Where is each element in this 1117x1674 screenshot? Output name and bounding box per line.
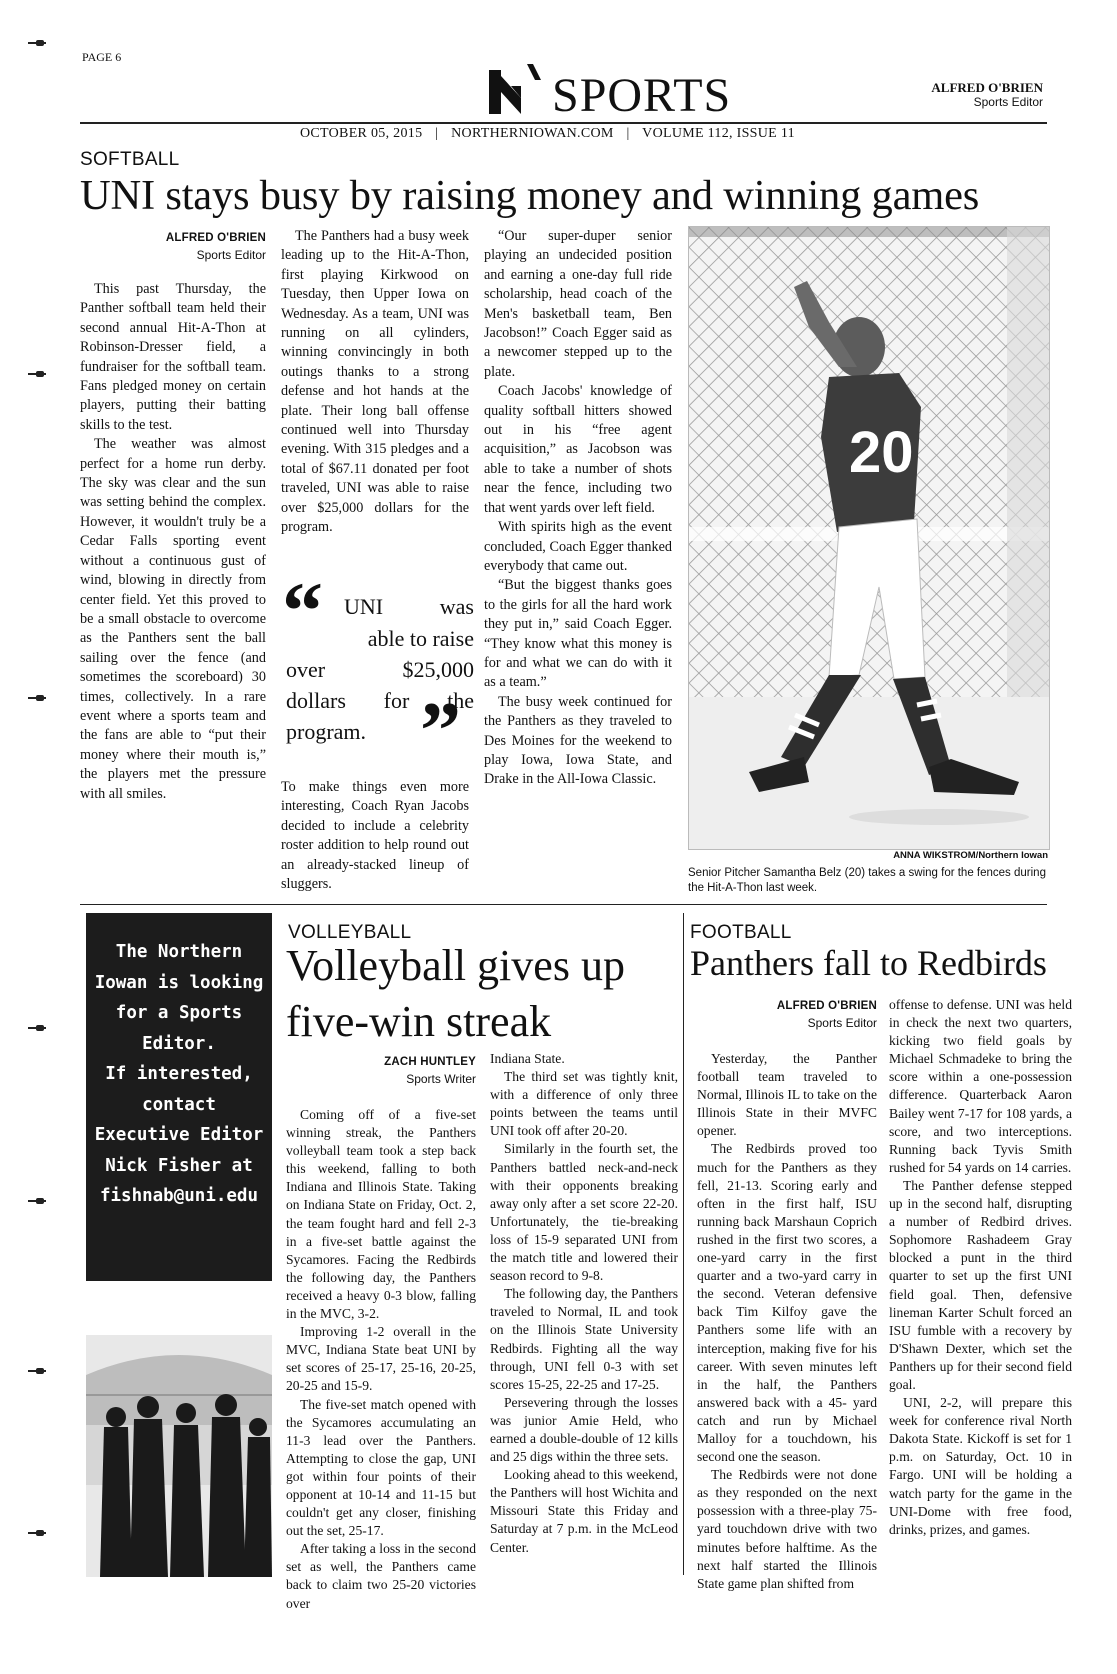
- photo-credit: ANNA WIKSTROM/Northern Iowan: [893, 850, 1048, 861]
- section-title: SPORTS: [552, 69, 732, 122]
- paragraph: To make things even more interesting, Coach Ryan Jacobs decided to include a celebrity roster addition to help round out an already-stacked lineup of sluggers.: [281, 779, 469, 893]
- issue-date: OCTOBER 05, 2015: [300, 126, 423, 141]
- photo-caption: Senior Pitcher Samantha Belz (20) takes a swing for the fences during the Hit-A-Thon last week.: [688, 867, 1046, 894]
- paragraph: offense to defense. UNI was held in check the next two quarters, kicking two field goals by Michael Schmadeke to bring the score within a one-possession difference. Quarterback Aaron Bailey went 7-17 for 108 yards, a score, and two interceptions. Running back Tyvis Smith rushed for 54 yards on 14 carries.: [889, 997, 1072, 1175]
- pull-quote: [282, 565, 474, 776]
- paragraph: With spirits high as the event concluded, Coach Egger thanked everybody that came out.: [484, 519, 672, 574]
- paragraph: Coach Jacobs' knowledge of quality softball hitters showed out in his “free agent acquisition,” as Jacobson was able to take a number of shots near the fence, including two that went yards over left field.: [484, 383, 672, 516]
- ad-line: Editor.: [142, 1033, 216, 1054]
- quote-line: dollars for the: [286, 688, 474, 713]
- volleyball-headline-line: five-win streak: [286, 997, 552, 1046]
- quote-line: able to raise: [367, 626, 474, 651]
- paragraph: The five-set match opened with the Sycamores accumulating an 11-3 lead over the Panthers. Attempting to close the gap, UNI got within four points of their opponent at 10-14 and 11-15 but couldn't get any closer, finishing out the set, 25-17.: [286, 1396, 476, 1539]
- softball-author-role: Sports Editor: [196, 248, 266, 262]
- ad-line: contact: [142, 1094, 216, 1115]
- registration-mark: [28, 697, 46, 699]
- football-col1: [697, 1050, 877, 1593]
- issue-sep: |: [435, 126, 439, 141]
- paragraph: Improving 1-2 overall in the MVC, Indiana State beat UNI by set scores of 25-17, 25-16, 20-25, 20-25 and 15-9.: [286, 1324, 476, 1394]
- softball-label: SOFTBALL: [80, 149, 180, 170]
- editor-name: ALFRED O'BRIEN: [931, 80, 1043, 95]
- volleyball-label: VOLLEYBALL: [288, 922, 412, 943]
- softball-author: ALFRED O'BRIEN: [165, 232, 266, 244]
- paragraph: Similarly in the fourth set, the Panthers battled neck-and-neck with their opponents breaking away only after a set score 22-20. Unfortunately, the tie-breaking loss of 15-9 separated UNI from the match title and lowered their season record to 9-8.: [490, 1141, 678, 1284]
- sports-editor-ad: [86, 913, 272, 1281]
- paragraph: This past Thursday, the Panther softball team held their second annual Hit-A-Thon at Robinson-Dresser field, a fundraiser for the softball team. Fans pledged money on certain players, putting their batting skills to the test.: [80, 281, 266, 433]
- registration-mark: [28, 1370, 46, 1372]
- registration-mark: [28, 1200, 46, 1202]
- paragraph: “But the biggest thanks goes to the girls for all the hard work they put in,” said Coach Egger. “They know what this money is for and what we can do with it as a team.”: [484, 577, 672, 691]
- issue-volume: VOLUME 112, ISSUE 11: [642, 126, 795, 141]
- paragraph: After taking a loss in the second set as well, the Panthers came back to claim two 25-20 victories over: [286, 1541, 476, 1611]
- section-divider: [80, 904, 1047, 905]
- issue-sep: |: [626, 126, 630, 141]
- ad-line: for a Sports: [115, 1003, 243, 1023]
- registration-mark: [28, 1532, 46, 1534]
- football-author-role: Sports Editor: [807, 1016, 877, 1030]
- quote-open-mark: “: [282, 565, 323, 656]
- quote-line: program.: [286, 719, 367, 744]
- paragraph: Looking ahead to this weekend, the Panthers will host Wichita and Missouri State this Friday and Saturday at 7 p.m. in the McLeod Center.: [490, 1467, 678, 1555]
- page-number: PAGE 6: [82, 50, 122, 64]
- quote-close-mark: ”: [420, 685, 461, 776]
- ad-line: The Northern: [115, 942, 243, 962]
- volleyball-col1: [286, 1106, 476, 1613]
- quote-line: UNI was: [344, 594, 474, 619]
- column-divider: [683, 913, 684, 1575]
- paragraph: The busy week continued for the Panthers as they traveled to Des Moines for the weekend to play Iowa, Iowa State, and Drake in the All-Iowa Classic.: [484, 693, 672, 788]
- volleyball-author: ZACH HUNTLEY: [384, 1056, 476, 1068]
- paragraph: The third set was tightly knit, with a difference of only three points between the teams until UNI took off after 20-20.: [490, 1069, 678, 1139]
- volleyball-headline-line: Volleyball gives up: [286, 941, 625, 990]
- paragraph: UNI, 2-2, will prepare this week for conference rival North Dakota State. Kickoff is set for 1 p.m. on Saturday, Oct. 10 in Fargo. UNI will be holding a watch party for the game in the UNI-Dome with free food, drinks, prizes, and games.: [889, 1395, 1072, 1537]
- issue-line: [300, 126, 860, 142]
- paragraph: Persevering through the losses was junior Amie Held, who earned a double-double of 12 kills and 25 digs within the three sets.: [490, 1394, 678, 1465]
- volleyball-headline: [286, 938, 625, 1050]
- football-col2: [889, 996, 1072, 1539]
- crowd-photo: [86, 1335, 272, 1577]
- ad-email[interactable]: fishnab@uni.edu: [99, 1186, 259, 1206]
- ad-line: Nick Fisher at: [105, 1155, 253, 1176]
- ad-line: If interested,: [105, 1064, 253, 1084]
- registration-mark: [28, 1027, 46, 1029]
- paragraph: The Panthers had a busy week leading up to the Hit-A-Thon, first playing Kirkwood on Tuesday, then Upper Iowa on Wednesday. As a team, UNI was running on all cylinders, winning convincingly in both outings thanks to a strong defense and hot hands at the plate. Their long ball offense continued well into Thursday evening. With 315 pledges and a total of $67.11 donated per foot traveled, UNI was able to raise over $25,000 dollars for the program.: [281, 228, 469, 536]
- paragraph: The weather was almost perfect for a home run derby. The sky was clear and the sun was setting behind the complex. However, it wouldn't truly be a Cedar Falls sporting event without a continuous gust of wind, blowing in directly from center field. Yet this proved to be a small obstacle to overcome as the Panthers sent the ball sailing over the fence (and sometimes the scoreboard) 30 times, collectively. In a rare event where a sports team and the fans are able to “put their money where their mouth is,” the players met the pressure with all smiles.: [80, 436, 266, 802]
- football-label: FOOTBALL: [690, 922, 792, 943]
- paragraph: The Redbirds proved too much for the Panthers as they fell, 21-13. Scoring early and often in the first half, ISU running back Marshaun Coprich rushed in the first two scores, a one-yard carry in the first quarter and a two-yard carry in the second. Veteran defensive back Tim Kilfoy gave the Panthers some life with an interception, making five for his career. With seven minutes left in the half, the Panthers answered back with a 45- yard catch and run by Michael Malloy for a touchdown, his second one the season.: [697, 1141, 877, 1465]
- paragraph: “Our super-duper senior playing an undecided position and earning a one-day full ride scholarship, head coach of the Men's basketball team, Ben Jacobson!” Coach Egger said as a newcomer stepped up to the plate.: [484, 228, 672, 380]
- softball-col2-top: [281, 227, 469, 538]
- softball-photo: [688, 226, 1050, 850]
- paragraph: The Redbirds were not done as they responded on the next possession with a three-play 75-yard touchdown drive with two minutes before halftime. As the next half started the Illinois State game plan shifted from: [697, 1467, 877, 1591]
- softball-col3: [484, 227, 672, 790]
- softball-col1: [80, 280, 266, 804]
- softball-col2-bottom: [281, 778, 469, 894]
- registration-mark: [28, 42, 46, 44]
- football-headline: Panthers fall to Redbirds: [690, 943, 1047, 983]
- registration-mark: [28, 373, 46, 375]
- volleyball-col2: [490, 1050, 678, 1557]
- northern-iowan-logo: [487, 62, 547, 118]
- paragraph: Indiana State.: [490, 1051, 565, 1066]
- volleyball-author-role: Sports Writer: [406, 1072, 476, 1086]
- football-author: ALFRED O'BRIEN: [776, 1000, 877, 1012]
- editor-role: Sports Editor: [973, 95, 1043, 109]
- paragraph: Coming off of a five-set winning streak, the Panthers volleyball team took a step back this weekend, falling to both Indiana and Illinois State. Taking on Indiana State on Friday, Oct. 2, the team fought hard and fell 2-3 in a five-set battle against the Sycamores. Facing the Redbirds the following day, the Panthers received a heavy 0-3 blow, falling in the MVC, 3-2.: [286, 1107, 476, 1322]
- issue-site: NORTHERNIOWAN.COM: [451, 126, 614, 141]
- softball-headline: UNI stays busy by raising money and winning games: [80, 172, 980, 219]
- paragraph: The Panther defense stepped up in the second half, disrupting a number of Redbird drives. Sophomore Rashadeem Gray blocked a punt in the third quarter to set up the first UNI field goal. Then, defensive lineman Karter Schult forced an ISU fumble with a recovery by D'Shawn Dexter, which set the Panthers up for their second field goal.: [889, 1177, 1072, 1392]
- paragraph: Yesterday, the Panther football team traveled to Normal, Illinois IL to take on the Illinois State in their MVFC opener.: [697, 1051, 877, 1139]
- masthead-rule: [80, 122, 1047, 124]
- ad-line: Executive Editor: [94, 1125, 264, 1145]
- ad-line: Iowan is looking: [94, 972, 264, 993]
- jersey-number: 20: [849, 420, 914, 485]
- paragraph: The following day, the Panthers traveled to Normal, IL and took on the Illinois State University Redbirds. Fighting all the way through, UNI fell 0-3 with set scores 15-25, 22-25 and 17-25.: [490, 1286, 678, 1392]
- quote-line: over $25,000: [286, 657, 474, 682]
